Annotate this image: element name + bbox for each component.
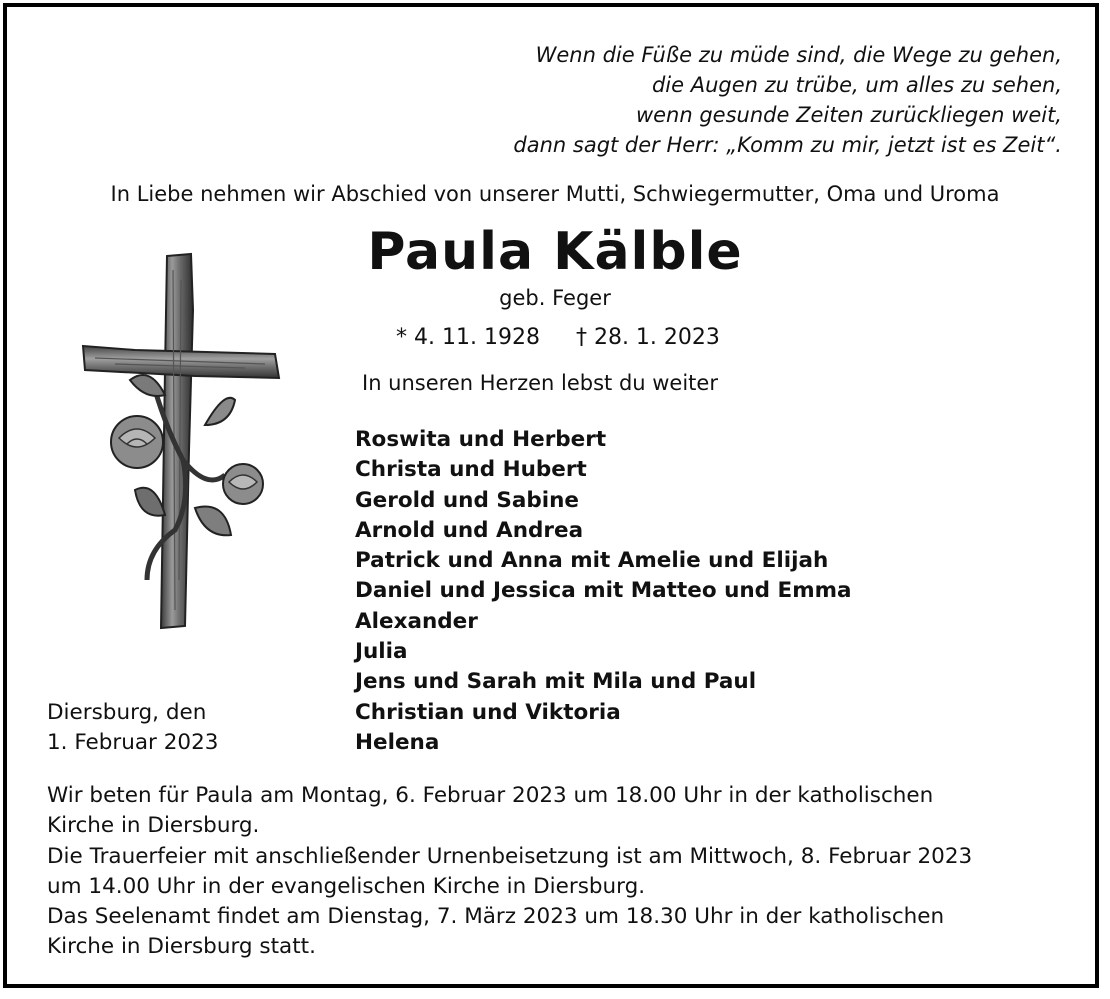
notice-line: Kirche in Diersburg. [47,813,260,839]
family-member: Daniel und Jessica mit Matteo und Emma [355,578,852,604]
notice-line: um 14.00 Uhr in der evangelischen Kirche in Diersburg. [47,873,646,899]
poem-line: Wenn die Füße zu müde sind, die Wege zu gehen, [535,43,1062,67]
notice-line: Das Seelenamt findet am Dienstag, 7. März 2023 um 18.30 Uhr in der katholischen [47,904,945,930]
notice-line: Kirche in Diersburg statt. [47,934,316,960]
poem-line: dann sagt der Herr: „Komm zu mir, jetzt ist es Zeit“. [513,133,1062,157]
family-member: Gerold und Sabine [355,487,579,513]
death-date: † 28. 1. 2023 [575,325,720,350]
poem [513,40,1062,160]
notice-line: Wir beten für Paula am Montag, 6. Februar 2023 um 18.00 Uhr in der katholischen [47,783,934,808]
family-member: Alexander [355,608,478,634]
family-member: Helena [355,729,440,755]
deceased-name: Paula Kälble [367,222,743,282]
place-line: Diersburg, den [47,700,207,725]
poem-line: wenn gesunde Zeiten zurückliegen weit, [635,103,1062,127]
place-date [47,698,218,759]
family-member: Christian und Viktoria [355,699,621,725]
cross-with-roses-icon [75,250,285,630]
family-member: Roswita und Herbert [355,427,607,452]
birth-date: * 4. 11. 1928 [396,325,540,350]
service-notice [47,781,972,963]
family-member: Christa und Hubert [355,457,587,483]
family-member: Jens und Sarah mit Mila und Paul [355,669,757,695]
motto: In unseren Herzen lebst du weiter [362,371,718,395]
date-line: 1. Februar 2023 [47,730,219,756]
life-dates [396,325,720,350]
maiden-name: geb. Feger [499,286,611,310]
family-member: Julia [355,639,408,665]
poem-line: die Augen zu trübe, um alles zu sehen, [651,73,1062,97]
family-list [355,425,852,758]
family-member: Patrick und Anna mit Amelie und Elijah [355,548,829,574]
intro-text: In Liebe nehmen wir Abschied von unserer Mutti, Schwiegermutter, Oma und Uroma [110,182,1000,206]
family-member: Arnold und Andrea [355,517,584,543]
notice-line: Die Trauerfeier mit anschließender Urnenbeisetzung ist am Mittwoch, 8. Februar 2023 [47,843,973,869]
